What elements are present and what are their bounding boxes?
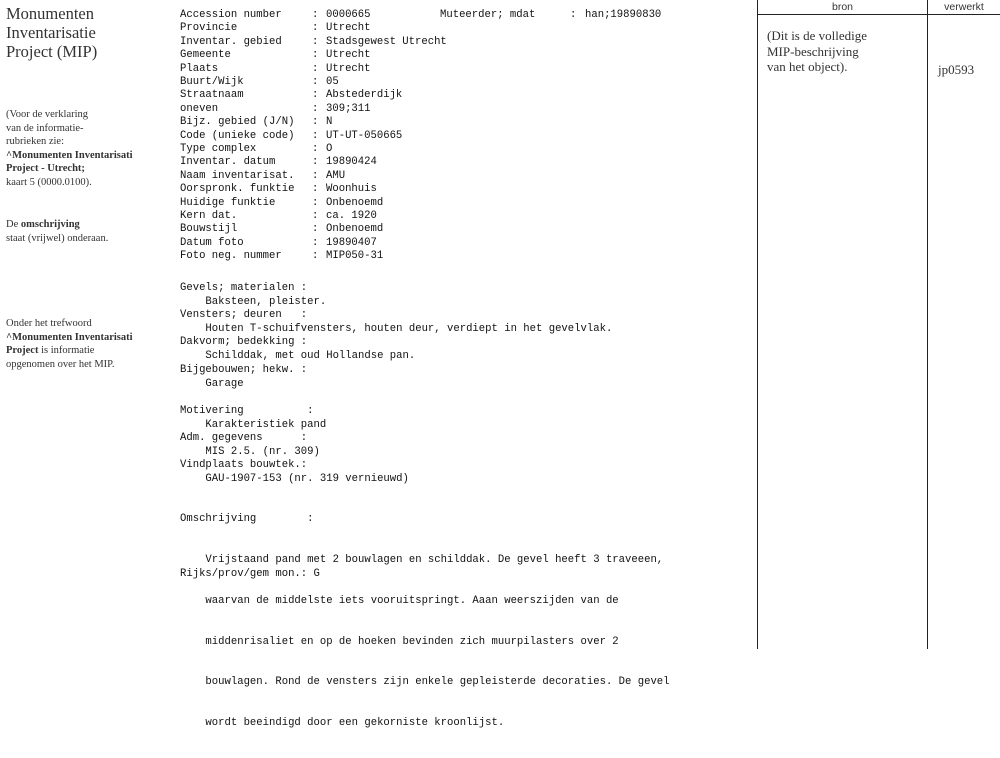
note-line: Onder het trefwoord xyxy=(6,318,92,329)
field-label: oneven xyxy=(180,102,219,115)
field-label: Bouwstijl xyxy=(180,223,238,236)
description-line: Vrijstaand pand met 2 bouwlagen en schilddak. De gevel heeft 3 traveeen, xyxy=(180,553,664,566)
bijgebouwen-section xyxy=(180,364,307,391)
field-colon: : xyxy=(312,76,319,88)
field-colon: : xyxy=(312,9,319,21)
section-value: GAU-1907-153 (nr. 319 vernieuwd) xyxy=(180,472,409,485)
note-bold-text: Project xyxy=(6,345,39,356)
note-bold-line: Project - Utrecht; xyxy=(6,163,85,174)
section-value: Schilddak, met oud Hollandse pan. xyxy=(180,349,416,362)
field-label: Gemeente xyxy=(180,49,231,62)
field-colon: : xyxy=(312,169,319,182)
field-colon: : xyxy=(312,183,319,196)
field-label: Provincie xyxy=(180,22,238,35)
field-label: Type complex xyxy=(180,143,257,155)
column-divider xyxy=(927,0,928,649)
field-value: Utrecht xyxy=(326,62,371,75)
field-value: UT-UT-050665 xyxy=(326,129,403,142)
description-line: waarvan de middelste iets vooruitspringt. Aaan weerszijden van de xyxy=(180,594,619,607)
mutation-label: Muteerder; mdat xyxy=(440,9,536,21)
field-colon: : xyxy=(312,35,319,48)
field-colon: : xyxy=(312,116,319,129)
field-label: Kern dat. xyxy=(180,210,238,222)
field-value: O xyxy=(326,143,333,155)
verwerkt-header: verwerkt xyxy=(944,1,984,13)
section-label: Gevels; materialen : xyxy=(180,282,308,294)
field-value: 309;311 xyxy=(326,102,371,115)
field-value: Stadsgewest Utrecht xyxy=(326,35,447,48)
field-value: Utrecht xyxy=(326,22,371,35)
field-value: MIP050-31 xyxy=(326,250,384,263)
section-label: Vindplaats bouwtek.: xyxy=(180,459,308,471)
field-value: N xyxy=(326,116,333,129)
field-colon: : xyxy=(312,156,319,169)
section-label: Motivering : xyxy=(180,405,314,417)
verwerkt-value: jp0593 xyxy=(938,62,975,77)
field-value: 19890424 xyxy=(326,156,377,169)
note-line: opgenomen over het MIP. xyxy=(6,358,115,370)
field-colon: : xyxy=(312,223,319,236)
field-colon: : xyxy=(312,250,319,263)
note-line: (Voor de verklaring xyxy=(6,109,89,120)
field-colon: : xyxy=(312,143,319,155)
section-label: Dakvorm; bedekking : xyxy=(180,336,308,348)
dakvorm-section xyxy=(180,336,415,363)
field-colon: : xyxy=(312,22,319,35)
field-value: ca. 1920 xyxy=(326,210,377,222)
field-label: Naam inventarisat. xyxy=(180,169,295,182)
field-value: Woonhuis xyxy=(326,183,377,196)
field-value: 0000665 xyxy=(326,9,371,21)
note-line: van de informatie- xyxy=(6,122,84,134)
section-value: Houten T-schuifvensters, houten deur, verdiept in het gevelvlak. xyxy=(180,322,613,335)
bron-line: MIP-beschrijving xyxy=(767,43,859,59)
note-line: rubrieken zie: xyxy=(6,136,65,147)
column-divider xyxy=(757,0,758,649)
field-colon: : xyxy=(312,196,319,209)
field-value: Onbenoemd xyxy=(326,223,384,236)
bron-line: van het object). xyxy=(767,59,848,74)
section-value: G xyxy=(313,568,320,580)
field-label: Bijz. gebied (J/N) xyxy=(180,116,295,129)
field-colon: : xyxy=(312,129,319,142)
field-colon: : xyxy=(312,236,319,249)
note-line: kaart 5 (0000.0100). xyxy=(6,176,92,188)
section-label: Omschrijving : xyxy=(180,513,314,526)
mip-title xyxy=(6,4,156,61)
vindplaats-section xyxy=(180,459,409,486)
section-value: Baksteen, pleister. xyxy=(180,295,327,308)
field-label: Inventar. gebied xyxy=(180,35,282,48)
field-label: Oorspronk. funktie xyxy=(180,183,295,196)
omschrijving-section xyxy=(180,486,670,758)
section-label: Vensters; deuren : xyxy=(180,309,308,321)
description-line: bouwlagen. Rond de vensters zijn enkele gepleisterde decoraties. De gevel xyxy=(180,676,670,689)
bron-line: (Dit is de volledige xyxy=(767,28,868,43)
field-colon: : xyxy=(312,89,319,102)
section-label: Bijgebouwen; hekw. : xyxy=(180,364,308,376)
description-location-note xyxy=(6,218,156,245)
field-label: Inventar. datum xyxy=(180,156,276,169)
bron-header: bron xyxy=(831,1,853,13)
field-colon: : xyxy=(570,9,577,21)
field-label: Accession number xyxy=(180,9,282,21)
explanation-note xyxy=(6,108,156,189)
field-colon: : xyxy=(312,49,319,62)
keyword-note xyxy=(6,317,156,371)
field-value: AMU xyxy=(326,169,346,182)
field-value: Utrecht xyxy=(326,49,371,62)
note-bold-line: ^Monumenten Inventarisati xyxy=(6,331,133,343)
section-label: Adm. gegevens : xyxy=(180,432,308,444)
field-label: Foto neg. nummer xyxy=(180,250,282,263)
mip-title-line: Project (MIP) xyxy=(6,42,98,61)
mip-sidebar xyxy=(6,4,156,370)
note-bold-text: omschrijving xyxy=(20,219,80,230)
header-rule xyxy=(757,14,1000,15)
adm-section xyxy=(180,432,320,459)
section-value: MIS 2.5. (nr. 309) xyxy=(180,445,320,458)
section-value: Garage xyxy=(180,377,244,390)
field-value: 19890407 xyxy=(326,236,377,249)
field-colon: : xyxy=(312,210,319,222)
section-label: Rijks/prov/gem mon.: xyxy=(180,568,308,580)
field-colon: : xyxy=(312,62,319,75)
field-value: Abstederdijk xyxy=(326,89,403,102)
field-colon: : xyxy=(312,102,319,115)
section-value: Karakteristiek pand xyxy=(180,418,327,431)
mutation-value: han;19890830 xyxy=(585,9,662,21)
bron-note xyxy=(767,28,917,75)
field-label: Buurt/Wijk xyxy=(180,76,244,88)
field-label: Plaats xyxy=(180,62,219,75)
field-label: Huidige funktie xyxy=(180,196,276,209)
note-line: staat (vrijwel) onderaan. xyxy=(6,232,109,244)
rijks-section xyxy=(180,568,320,582)
field-value: Onbenoemd xyxy=(326,196,384,209)
field-label: Straatnaam xyxy=(180,89,244,102)
field-label: Datum foto xyxy=(180,236,244,249)
note-text: is informatie xyxy=(38,345,95,356)
gevels-section xyxy=(180,282,326,309)
mip-title-line: Inventarisatie xyxy=(6,23,96,42)
description-line: wordt beeindigd door een gekorniste kroonlijst. xyxy=(180,717,505,730)
motivering-section xyxy=(180,405,326,432)
field-label: Code (unieke code) xyxy=(180,129,295,142)
field-value: 05 xyxy=(326,76,339,88)
mip-title-line: Monumenten xyxy=(6,4,94,23)
note-text: De xyxy=(6,219,21,230)
note-bold-line: ^Monumenten Inventarisati xyxy=(6,149,133,161)
description-line: middenrisaliet en op de hoeken bevinden zich muurpilasters over 2 xyxy=(180,635,619,648)
vensters-section xyxy=(180,309,612,336)
